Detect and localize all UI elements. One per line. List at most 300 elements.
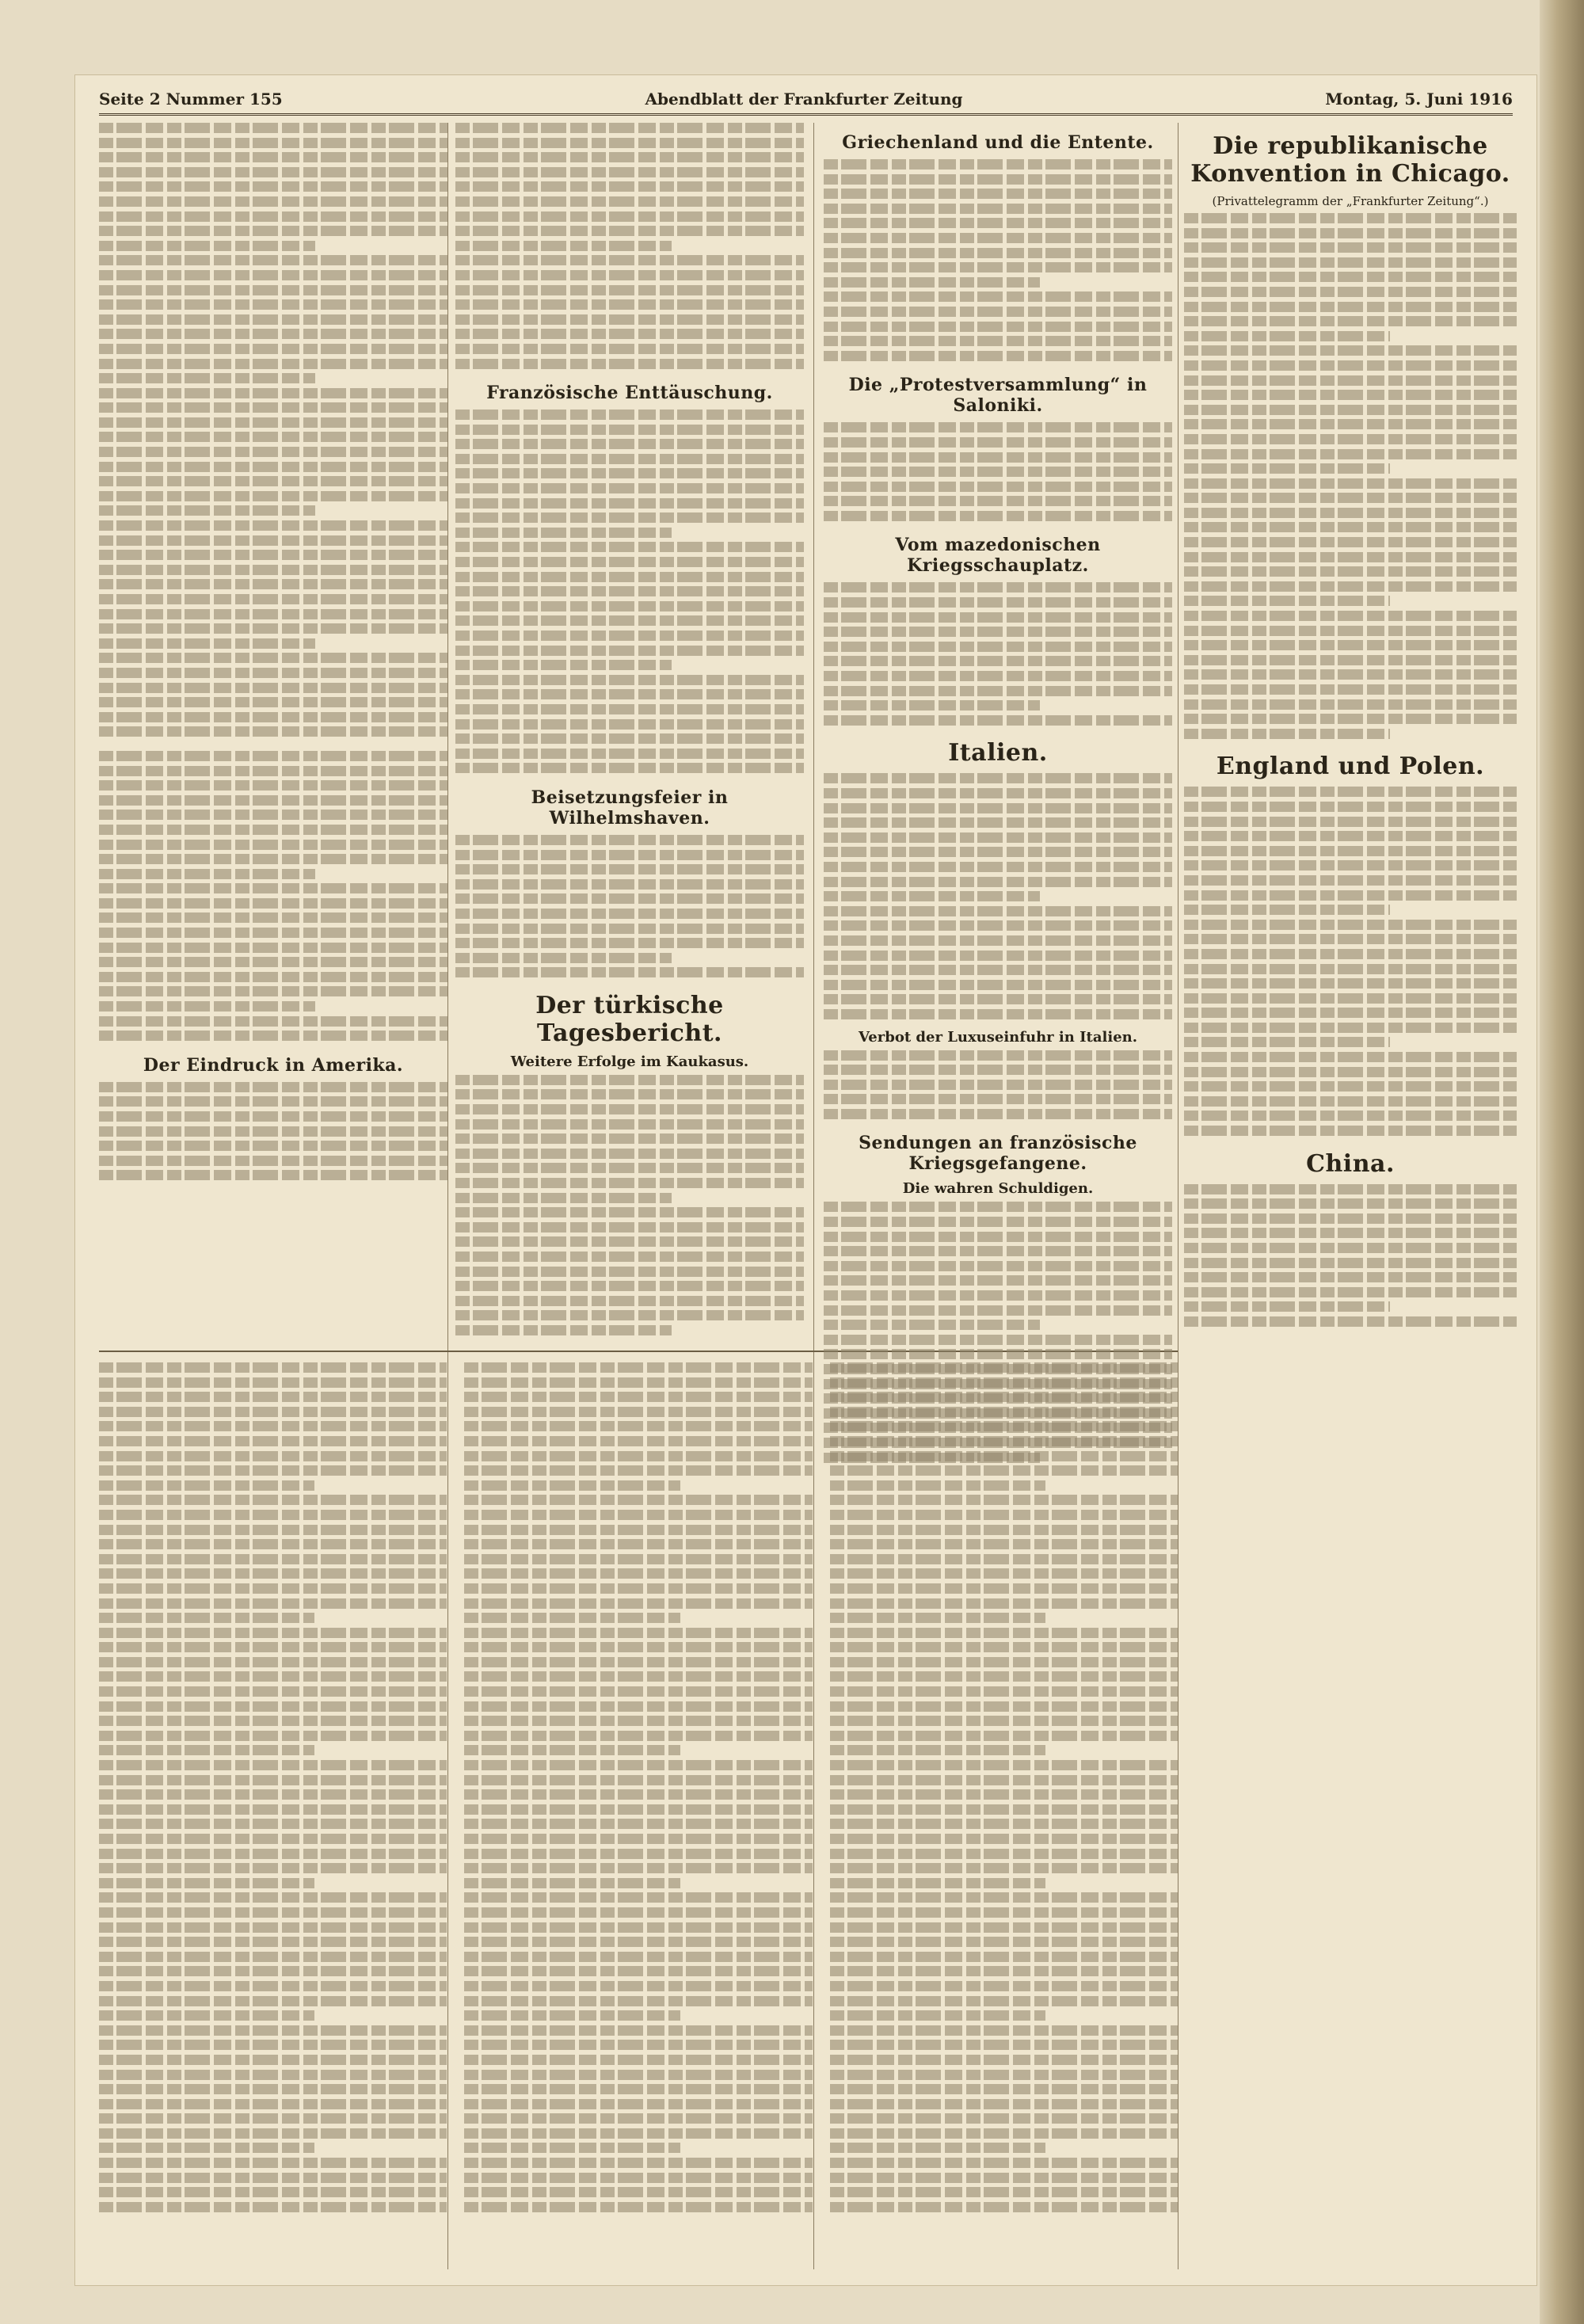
text-line — [455, 468, 804, 478]
text-line — [824, 233, 1172, 243]
text-line — [824, 582, 1172, 592]
text-line — [455, 1252, 804, 1262]
text-line — [99, 972, 447, 982]
text-line — [830, 1465, 1178, 1476]
text-line — [455, 660, 672, 670]
text-line — [830, 2010, 1045, 2021]
text-line — [1184, 302, 1517, 312]
text-line — [99, 226, 447, 236]
text-line — [99, 1834, 447, 1844]
heading-amerika: Der Eindruck in Amerika. — [143, 1054, 404, 1076]
text-line — [99, 402, 447, 413]
text-line — [1184, 257, 1517, 268]
text-line — [99, 462, 447, 472]
text-line — [99, 1922, 447, 1933]
text-line — [830, 1760, 1178, 1770]
text-line — [830, 1996, 1178, 2006]
text-line — [455, 285, 804, 295]
text-line — [830, 1642, 1178, 1652]
text-line — [99, 1583, 447, 1594]
text-line — [464, 1981, 812, 1991]
text-line — [464, 1878, 680, 1888]
text-line — [1184, 1272, 1517, 1282]
text-line — [830, 2187, 1178, 2197]
text-line — [824, 1349, 1172, 1359]
text-line — [830, 2070, 1178, 2080]
text-line — [464, 2040, 812, 2050]
text-line — [464, 2025, 812, 2036]
heading-italien: Italien. — [948, 739, 1048, 768]
text-line — [1184, 1213, 1517, 1224]
text-line — [1184, 1067, 1517, 1077]
text-line — [464, 1362, 812, 1373]
text-line — [830, 1583, 1178, 1594]
text-line — [830, 1539, 1178, 1549]
text-line — [99, 1657, 447, 1667]
text-line — [1184, 1198, 1517, 1209]
text-line — [1184, 331, 1390, 341]
text-line — [455, 1325, 672, 1335]
text-line — [99, 417, 447, 428]
text-line — [824, 204, 1172, 214]
text-line — [455, 542, 804, 552]
text-line — [455, 938, 804, 948]
text-line — [824, 218, 1172, 228]
text-line — [824, 452, 1172, 463]
text-line — [99, 2010, 314, 2021]
text-line — [464, 1731, 812, 1741]
text-line — [830, 2113, 1178, 2124]
text-line — [99, 697, 447, 707]
text-line — [99, 943, 447, 953]
text-line — [830, 1701, 1178, 1712]
text-line — [464, 1568, 812, 1579]
text-line — [830, 2143, 1045, 2153]
text-line — [830, 1952, 1178, 1962]
text-line — [99, 928, 447, 938]
text-line — [455, 646, 804, 656]
text-line — [99, 196, 447, 207]
text-line — [824, 803, 1172, 813]
text-line — [824, 1202, 1172, 1212]
text-line — [99, 491, 447, 501]
text-line — [99, 520, 447, 531]
text-line — [464, 1892, 812, 1903]
text-line — [464, 1480, 680, 1491]
text-line — [824, 1080, 1172, 1090]
text-line — [464, 1436, 812, 1446]
text-line — [455, 1281, 804, 1291]
text-line — [464, 1789, 812, 1800]
text-line — [824, 980, 1172, 990]
text-line — [824, 700, 1040, 711]
text-line — [830, 1362, 1178, 1373]
text-line — [824, 1290, 1172, 1301]
text-line — [464, 1451, 812, 1461]
text-line — [830, 1421, 1178, 1431]
text-line — [830, 1819, 1178, 1829]
text-line — [830, 1863, 1178, 1873]
header-center: Abendblatt der Frankfurter Zeitung — [645, 90, 963, 109]
text-line — [464, 2173, 812, 2183]
text-line — [1184, 1258, 1517, 1268]
text-line — [455, 270, 804, 280]
text-line — [99, 2055, 447, 2065]
text-line — [99, 1362, 447, 1373]
text-line — [464, 1863, 812, 1873]
text-line — [455, 425, 804, 435]
text-line — [830, 1480, 1045, 1491]
text-line — [99, 1907, 447, 1918]
text-line — [99, 1745, 314, 1755]
heading-wilhelmshaven: Beisetzungsfeier in Wilhelmshaven. — [531, 787, 729, 829]
text-line — [830, 1966, 1178, 1976]
text-line — [824, 511, 1172, 521]
text-line — [455, 255, 804, 265]
text-line — [464, 1642, 812, 1652]
text-line — [824, 1094, 1172, 1104]
text-line — [99, 1554, 447, 1564]
text-line — [830, 1789, 1178, 1800]
text-line — [464, 2113, 812, 2124]
text-line — [99, 683, 447, 693]
text-line — [824, 671, 1172, 681]
text-line — [455, 675, 804, 685]
text-line — [830, 1775, 1178, 1785]
text-line — [99, 1407, 447, 1417]
text-line — [1184, 831, 1517, 841]
text-line — [824, 189, 1172, 199]
text-line — [464, 1701, 812, 1712]
text-line — [99, 2084, 447, 2094]
text-line — [455, 359, 804, 369]
text-line — [824, 1109, 1172, 1119]
text-line — [830, 1525, 1178, 1535]
text-line — [455, 631, 804, 641]
text-line — [1184, 1228, 1517, 1238]
text-line — [1184, 655, 1517, 665]
heading-tuerk: Der türkische Tagesbericht. — [535, 991, 724, 1047]
text-line — [99, 840, 447, 850]
text-line — [99, 1082, 447, 1092]
text-line — [455, 601, 804, 611]
text-line — [824, 277, 1040, 288]
text-line — [99, 1392, 447, 1402]
text-line — [1184, 345, 1517, 356]
text-line — [1184, 890, 1517, 901]
text-line — [1184, 1301, 1390, 1312]
text-line — [99, 1480, 314, 1491]
text-line — [99, 1613, 314, 1623]
text-line — [830, 1745, 1045, 1755]
text-line — [455, 410, 804, 420]
text-line — [455, 528, 672, 538]
text-line — [464, 1952, 812, 1962]
header-left: Seite 2 Nummer 155 — [99, 90, 283, 109]
text-line — [455, 763, 804, 773]
text-line — [455, 967, 804, 977]
text-line — [1184, 640, 1517, 650]
text-line — [99, 780, 447, 791]
text-line — [455, 1149, 804, 1159]
text-line — [464, 1495, 812, 1505]
text-line — [99, 211, 447, 222]
text-line — [1184, 1243, 1517, 1253]
text-line — [464, 1598, 812, 1609]
text-line — [464, 2187, 812, 2197]
text-line — [464, 2099, 812, 2109]
text-line — [824, 1305, 1172, 1316]
text-line — [99, 2040, 447, 2050]
text-line — [455, 1236, 804, 1247]
text-line — [824, 291, 1172, 302]
text-line — [464, 1407, 812, 1417]
text-line — [824, 1320, 1040, 1330]
text-line — [1184, 213, 1517, 223]
text-line — [455, 1178, 804, 1188]
text-line — [99, 2143, 314, 2153]
text-line — [824, 935, 1172, 946]
text-line — [464, 1392, 812, 1402]
text-line — [99, 1539, 447, 1549]
text-line — [824, 612, 1172, 623]
text-line — [830, 1568, 1178, 1579]
text-line — [99, 1628, 447, 1638]
text-line — [830, 1407, 1178, 1417]
text-line — [830, 1849, 1178, 1859]
text-line — [1184, 537, 1517, 547]
text-line — [824, 351, 1172, 361]
text-line — [830, 1628, 1178, 1638]
text-line — [824, 1065, 1172, 1075]
text-line — [455, 1163, 804, 1173]
text-line — [99, 2158, 447, 2168]
text-line — [99, 1760, 447, 1770]
text-line — [830, 1598, 1178, 1609]
text-line — [830, 2040, 1178, 2050]
binding-spine — [1540, 0, 1584, 2324]
text-line — [455, 879, 804, 890]
text-line — [455, 733, 804, 744]
text-line — [99, 2187, 447, 2197]
text-line — [830, 1451, 1178, 1461]
text-line — [464, 1554, 812, 1564]
text-line — [824, 715, 1172, 726]
text-line — [1184, 508, 1517, 518]
text-line — [830, 1731, 1178, 1741]
text-line — [455, 1207, 804, 1217]
text-line — [1184, 522, 1517, 532]
text-line — [1184, 316, 1517, 326]
text-line — [455, 1310, 804, 1320]
text-line — [455, 1089, 804, 1099]
text-line — [1184, 905, 1390, 915]
text-line — [455, 1222, 804, 1232]
text-line — [99, 638, 315, 649]
text-line — [99, 1981, 447, 1991]
text-line — [99, 1126, 447, 1137]
text-line — [455, 439, 804, 449]
text-line — [99, 1789, 447, 1800]
text-line — [99, 653, 447, 663]
text-line — [455, 586, 804, 596]
text-line — [830, 1937, 1178, 1947]
text-line — [99, 138, 447, 148]
text-line — [464, 2070, 812, 2080]
text-line — [1184, 787, 1517, 797]
text-line — [1184, 949, 1517, 959]
text-line — [824, 906, 1172, 916]
text-line — [824, 627, 1172, 637]
heading-franz: Französische Enttäuschung. — [486, 383, 773, 404]
text-line — [464, 1804, 812, 1815]
text-line — [464, 1966, 812, 1976]
text-line — [824, 847, 1172, 857]
text-line — [99, 1686, 447, 1697]
text-line — [830, 2158, 1178, 2168]
text-line — [99, 2128, 447, 2139]
text-line — [99, 270, 447, 280]
subheading-chicago: (Privattelegramm der „Frankfurter Zeitung“.) — [1212, 194, 1489, 208]
text-line — [99, 535, 447, 546]
text-line — [1184, 449, 1517, 459]
heading-polen: England und Polen. — [1216, 752, 1485, 781]
text-line — [830, 1716, 1178, 1726]
text-line — [1184, 375, 1517, 386]
text-line — [824, 307, 1172, 317]
text-line — [824, 951, 1172, 961]
text-line — [830, 1686, 1178, 1697]
text-line — [99, 152, 447, 162]
text-line — [99, 1495, 447, 1505]
text-line — [99, 1849, 447, 1859]
text-line — [99, 314, 447, 325]
text-line — [830, 1922, 1178, 1933]
text-line — [464, 1525, 812, 1535]
text-line — [830, 1392, 1178, 1402]
heading-luxus: Verbot der Luxuseinfuhr in Italien. — [858, 1028, 1138, 1046]
text-line — [1184, 1126, 1517, 1136]
header-right: Montag, 5. Juni 1916 — [1325, 90, 1513, 109]
text-line — [455, 211, 804, 222]
text-line — [464, 2055, 812, 2065]
text-line — [464, 1907, 812, 1918]
text-line — [455, 1133, 804, 1144]
heading-chicago: Die republikanische Konvention in Chicago. — [1190, 132, 1510, 188]
text-line — [464, 1922, 812, 1933]
text-line — [99, 285, 447, 295]
text-line — [99, 1878, 314, 1888]
text-line — [824, 1232, 1172, 1242]
subheading-tuerk: Weitere Erfolge im Kaukasus. — [510, 1053, 749, 1070]
text-line — [464, 1716, 812, 1726]
text-line — [99, 1701, 447, 1712]
text-line — [1184, 1081, 1517, 1092]
text-line — [824, 965, 1172, 975]
text-line — [455, 909, 804, 919]
text-line — [464, 2143, 680, 2153]
text-line — [99, 476, 447, 486]
text-line — [824, 994, 1172, 1004]
text-line — [464, 1657, 812, 1667]
text-line — [99, 1096, 447, 1107]
text-line — [464, 1834, 812, 1844]
text-line — [99, 388, 447, 398]
text-line — [455, 344, 804, 354]
text-line — [99, 2173, 447, 2183]
text-line — [99, 2099, 447, 2109]
text-line — [1184, 993, 1517, 1004]
text-line — [830, 1671, 1178, 1682]
text-line — [464, 1583, 812, 1594]
text-line — [1184, 920, 1517, 930]
text-line — [99, 1156, 447, 1166]
text-line — [99, 726, 447, 737]
text-line — [1184, 802, 1517, 812]
text-line — [1184, 360, 1517, 371]
text-line — [99, 2070, 447, 2080]
text-line — [1184, 1316, 1517, 1327]
text-line — [824, 1050, 1172, 1061]
text-line — [455, 850, 804, 860]
text-line — [824, 1275, 1172, 1286]
text-line — [99, 329, 447, 339]
text-line — [99, 1731, 447, 1741]
text-line — [830, 2202, 1178, 2212]
text-line — [830, 1804, 1178, 1815]
text-line — [824, 422, 1172, 432]
text-line — [455, 1075, 804, 1085]
text-line — [464, 1937, 812, 1947]
text-line — [830, 1657, 1178, 1667]
text-line — [464, 2010, 680, 2021]
text-line — [824, 656, 1172, 666]
text-line — [1184, 846, 1517, 856]
text-line — [455, 314, 804, 325]
text-line — [455, 138, 804, 148]
text-line — [99, 550, 447, 560]
text-line — [1184, 228, 1517, 238]
text-line — [455, 689, 804, 699]
text-line — [99, 751, 447, 761]
text-line — [99, 565, 447, 575]
text-line — [99, 1510, 447, 1520]
text-line — [830, 2025, 1178, 2036]
text-line — [455, 749, 804, 759]
text-line — [824, 496, 1172, 506]
text-line — [455, 152, 804, 162]
text-line — [99, 2025, 447, 2036]
text-line — [455, 1296, 804, 1306]
text-line — [99, 986, 447, 996]
text-line — [455, 181, 804, 192]
text-line — [1184, 684, 1517, 695]
text-line — [1184, 272, 1517, 282]
text-line — [824, 482, 1172, 492]
text-line — [455, 572, 804, 582]
text-line — [99, 1966, 447, 1976]
text-line — [464, 1628, 812, 1638]
text-line — [1184, 1008, 1517, 1018]
text-line — [455, 1193, 672, 1203]
text-line — [99, 505, 315, 516]
text-line — [99, 579, 447, 589]
text-line — [464, 1745, 680, 1755]
text-line — [99, 795, 447, 806]
text-line — [1184, 581, 1517, 592]
text-line — [464, 1510, 812, 1520]
text-line — [824, 862, 1172, 872]
